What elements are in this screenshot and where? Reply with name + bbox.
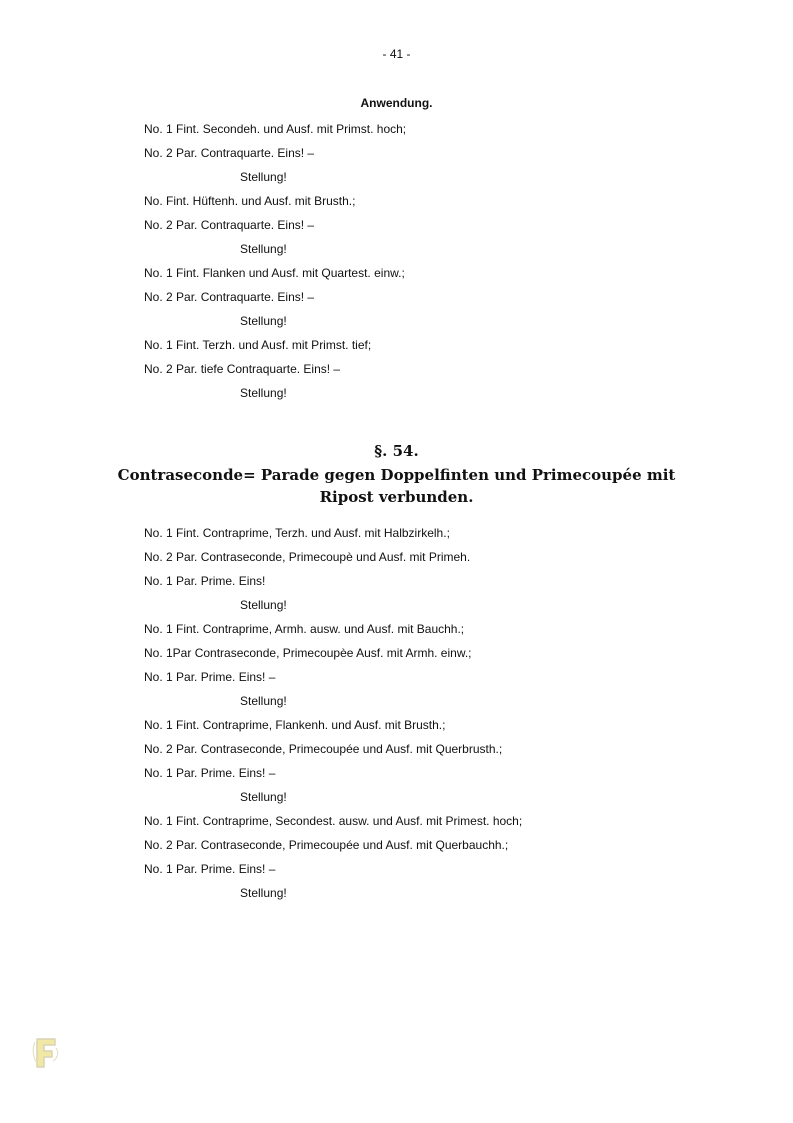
exercise-line: No. 1 Par. Prime. Eins! (144, 574, 266, 588)
command-line: Stellung! (240, 386, 287, 400)
exercise-line: No. 1 Fint. Contraprime, Secondest. ausw. und Ausf. mit Primest. hoch; (144, 814, 523, 828)
exercise-line: No. 1 Fint. Contraprime, Armh. ausw. und Ausf. mit Bauchh.; (144, 622, 465, 636)
exercise-line: No. 2 Par. tiefe Contraquarte. Eins! – (144, 362, 341, 376)
exercise-line: No. 1 Fint. Secondeh. und Ausf. mit Primst. hoch; (144, 122, 407, 136)
command-line: Stellung! (240, 694, 287, 708)
command-line: Stellung! (240, 886, 287, 900)
exercise-line: No. 1 Par. Prime. Eins! – (144, 862, 276, 876)
exercise-line: No. 2 Par. Contraquarte. Eins! – (144, 218, 315, 232)
command-line: Stellung! (240, 170, 287, 184)
command-line: Stellung! (240, 314, 287, 328)
exercise-line: No. 1 Fint. Contraprime, Terzh. und Ausf. mit Halbzirkelh.; (144, 526, 450, 540)
exercise-line: No. 1 Fint. Flanken und Ausf. mit Quartest. einw.; (144, 266, 405, 280)
f-logo-icon (31, 1036, 61, 1070)
exercise-line: No. 1 Fint. Contraprime, Flankenh. und Ausf. mit Brusth.; (144, 718, 446, 732)
exercise-line: No. 1 Par. Prime. Eins! – (144, 670, 276, 684)
exercise-line: No. 2 Par. Contraseconde, Primecoupée und Ausf. mit Querbauchh.; (144, 838, 509, 852)
exercise-line: No. 2 Par. Contraquarte. Eins! – (144, 290, 315, 304)
paragraph-number: §. 54. (374, 442, 419, 460)
exercise-line: No. 2 Par. Contraseconde, Primecoupée und Ausf. mit Querbrusth.; (144, 742, 503, 756)
page-number: - 41 - (382, 47, 411, 61)
f-logo-shape (37, 1039, 55, 1067)
exercise-line: No. 1Par Contraseconde, Primecoupèe Ausf. mit Armh. einw.; (144, 646, 472, 660)
exercise-line: No. Fint. Hüftenh. und Ausf. mit Brusth.; (144, 194, 356, 208)
exercise-list-anwendung (0, 119, 793, 407)
exercise-line: No. 1 Fint. Terzh. und Ausf. mit Primst. tief; (144, 338, 372, 352)
command-line: Stellung! (240, 790, 287, 804)
paragraph-title: Contraseconde= Parade gegen Doppelfinten und Primecoupée mit Ripost verbunden. (117, 466, 676, 506)
exercise-line: No. 1 Par. Prime. Eins! – (144, 766, 276, 780)
command-line: Stellung! (240, 598, 287, 612)
command-line: Stellung! (240, 242, 287, 256)
exercise-line: No. 2 Par. Contraseconde, Primecoupè und Ausf. mit Primeh. (144, 550, 471, 564)
section-heading-anwendung: Anwendung. (360, 96, 433, 110)
exercise-list-contraseconde (0, 523, 793, 907)
exercise-line: No. 2 Par. Contraquarte. Eins! – (144, 146, 315, 160)
